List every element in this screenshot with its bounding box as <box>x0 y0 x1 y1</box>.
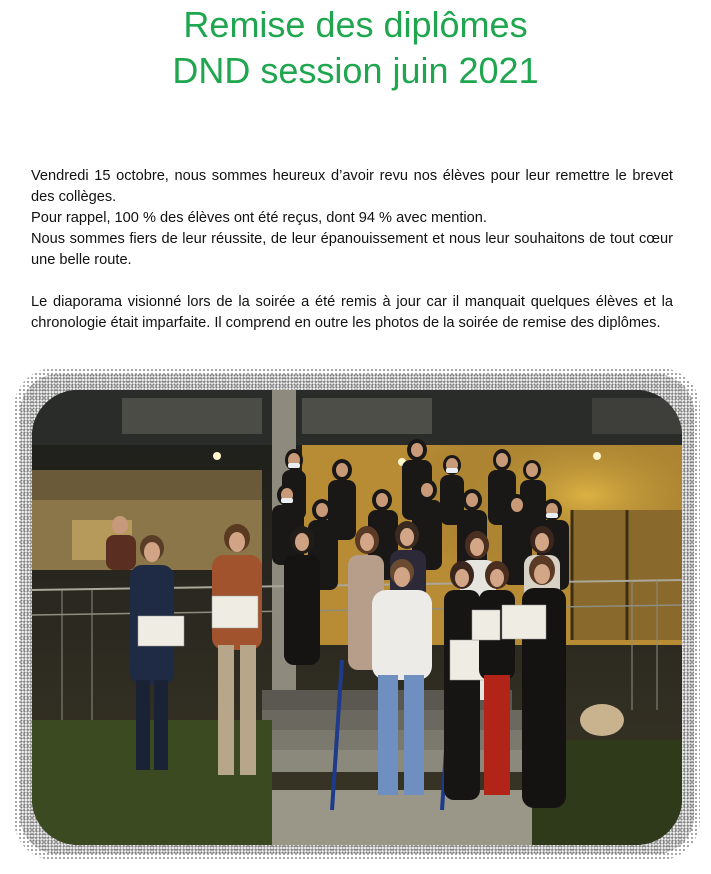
group-photo-illustration <box>32 390 682 845</box>
photo-frame <box>14 368 700 860</box>
title-line-1: Remise des diplômes <box>183 4 528 45</box>
paragraph-results: Pour rappel, 100 % des élèves ont été reçus, dont 94 % avec mention. <box>31 210 487 226</box>
group-photo <box>32 390 682 845</box>
paragraph-event: Vendredi 15 octobre, nous sommes heureux d’avoir revu nos élèves pour leur remettre le brevet des collèges. <box>31 168 673 205</box>
paragraph-wishes: Nous sommes fiers de leur réussite, de leur épanouissement et nous leur souhaitons de tout cœur une belle route. <box>31 231 673 268</box>
article-body <box>31 166 673 334</box>
title-line-2: DND session juin 2021 <box>172 50 539 91</box>
paragraph-slideshow: Le diaporama visionné lors de la soirée a été remis à jour car il manquait quelques élèves et la chronologie était imparfaite. Il comprend en outre les photos de la soirée de remise des diplômes. <box>31 294 673 331</box>
page-title <box>0 2 711 94</box>
paragraph-spacer <box>31 271 673 292</box>
